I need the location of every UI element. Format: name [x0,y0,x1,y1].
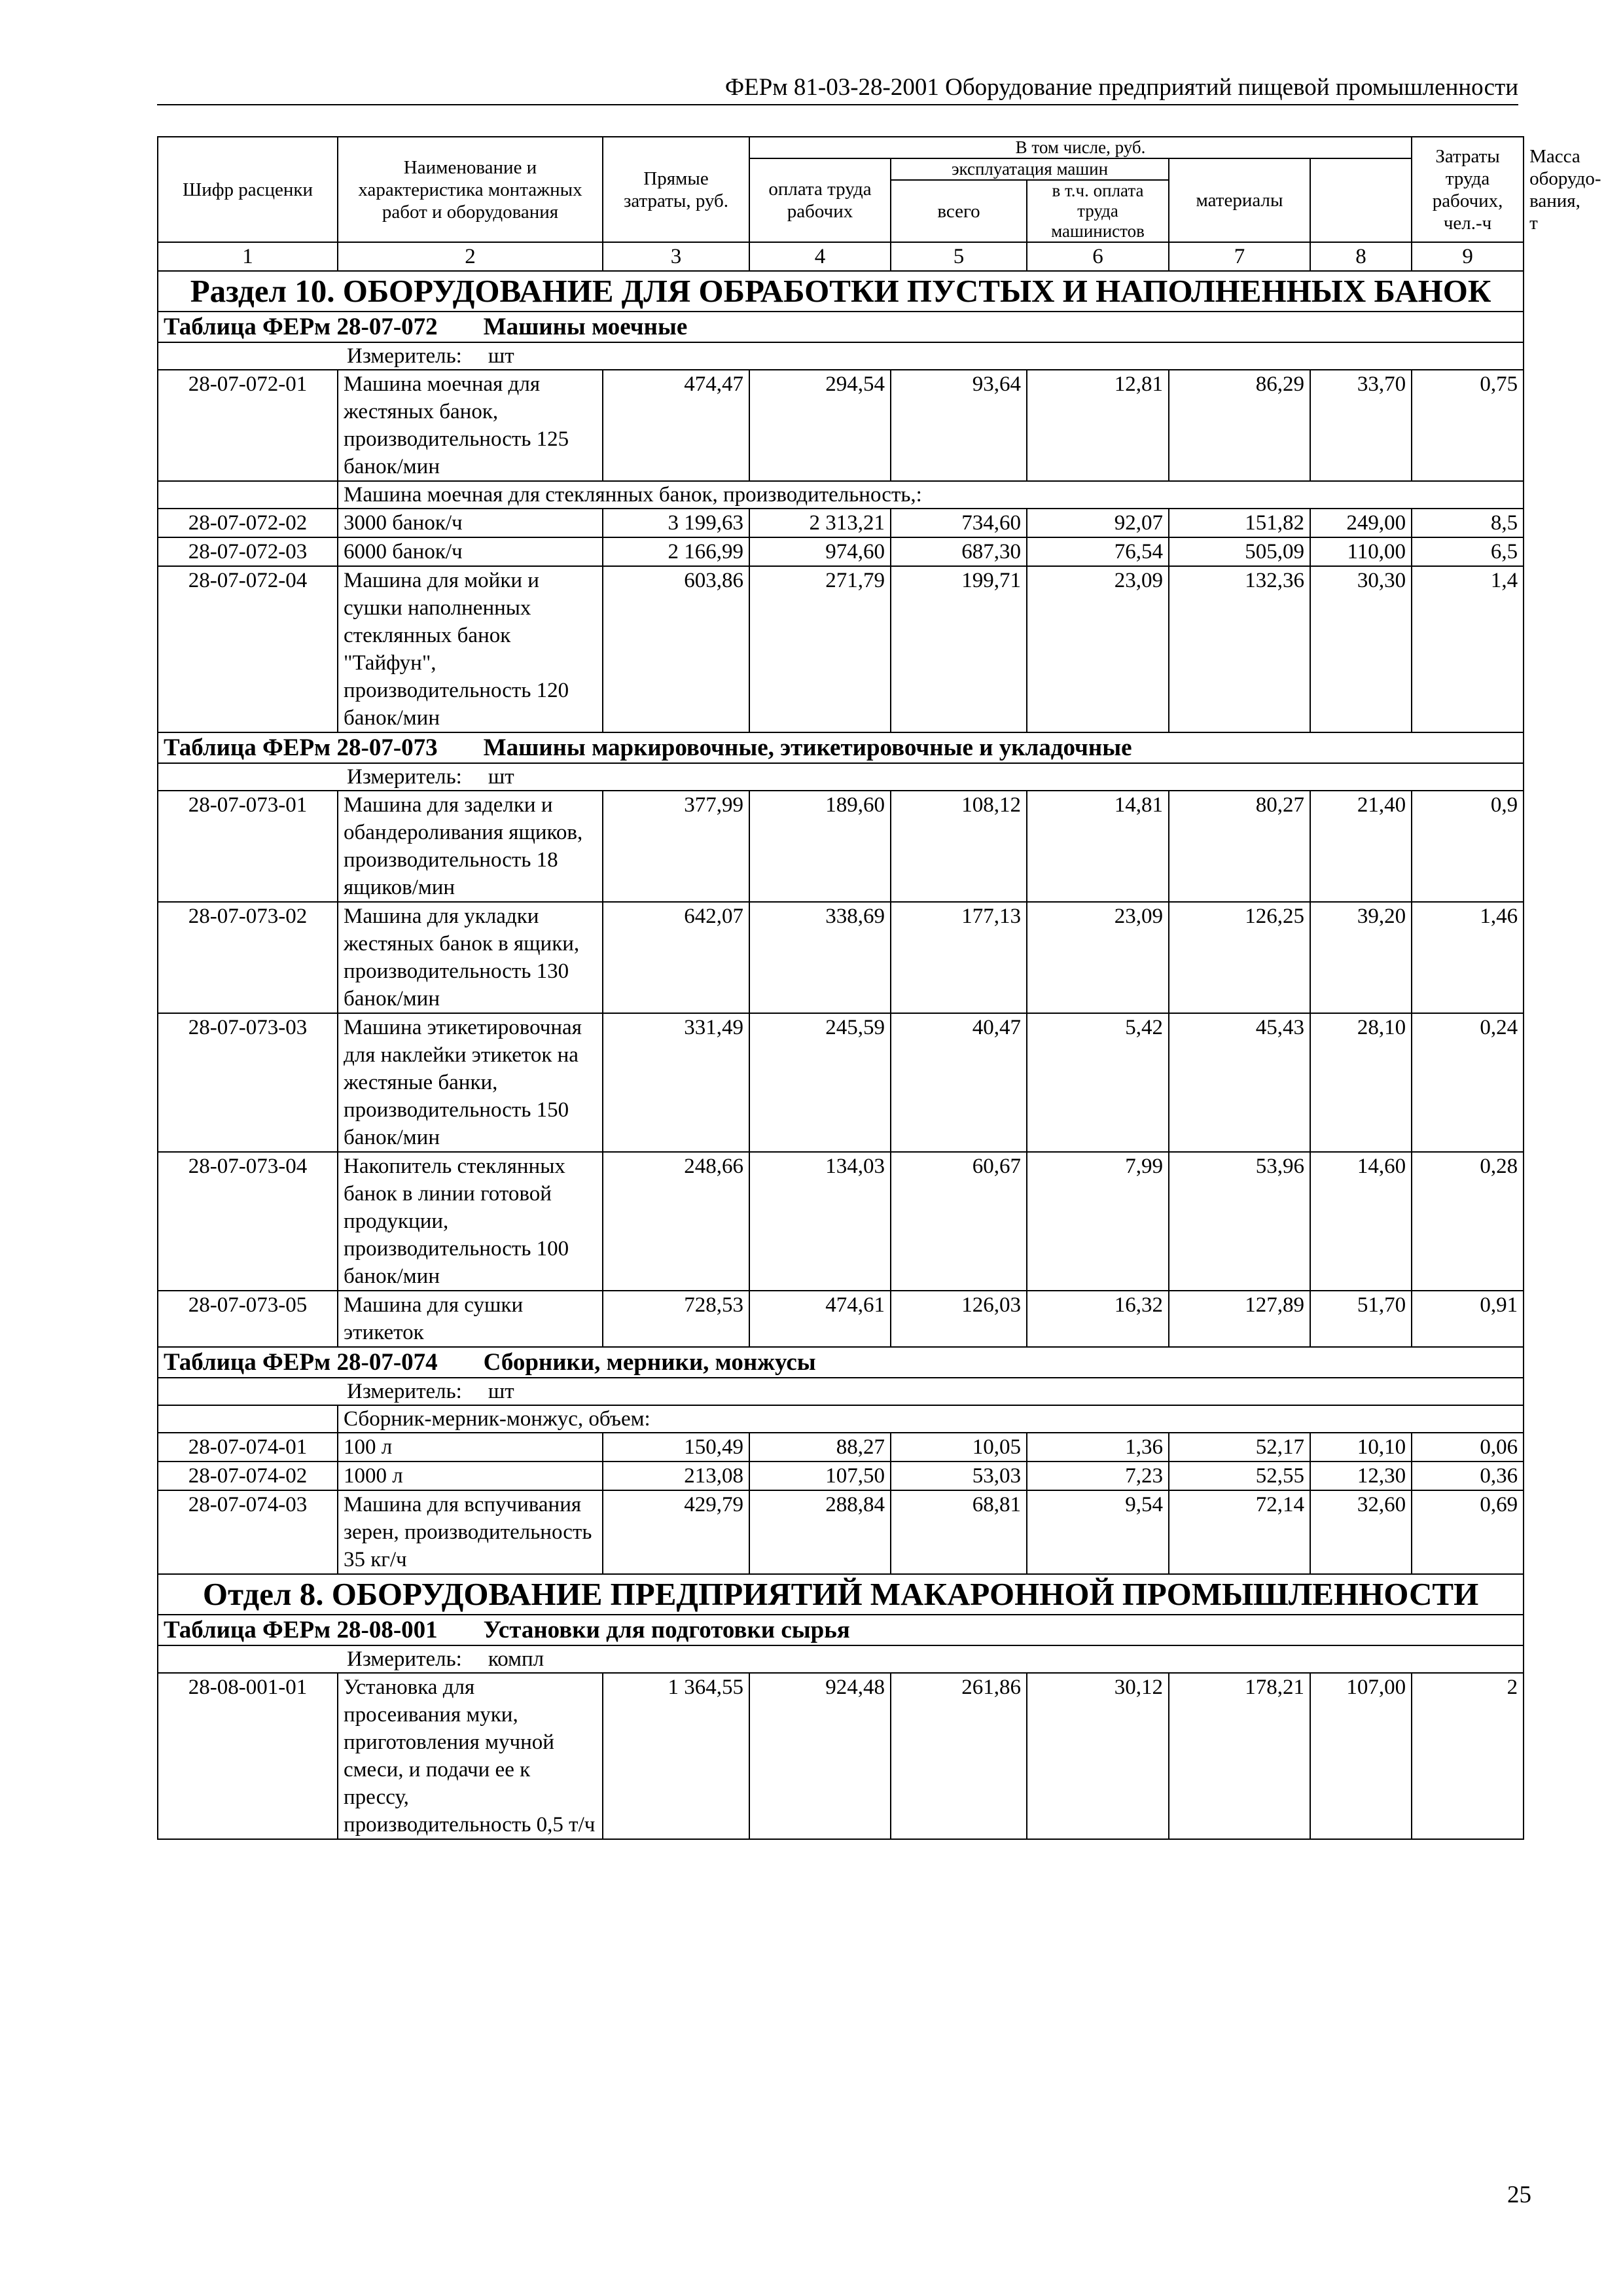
meter-label: Измеритель: [347,1647,462,1671]
section-title: Раздел 10. ОБОРУДОВАНИЕ ДЛЯ ОБРАБОТКИ ПУСТЫХ И НАПОЛНЕННЫХ БАНОК [158,271,1524,312]
meter-row [158,1645,1524,1673]
equipment-mass: 8,5 [1412,509,1524,537]
materials-cost: 53,96 [1169,1152,1310,1291]
rate-name: 6000 банок/ч [338,537,603,566]
table-row [158,537,1524,566]
column-number: 1 [158,242,338,271]
table-row [158,370,1524,481]
machines-total: 687,30 [891,537,1027,566]
equipment-mass: 0,9 [1412,791,1524,902]
direct-cost: 331,49 [603,1013,749,1152]
col-operators-header: в т.ч. оплата труда машинистов [1027,180,1169,242]
rate-code: 28-07-073-02 [158,902,338,1013]
materials-cost: 505,09 [1169,537,1310,566]
rate-code: 28-07-074-01 [158,1433,338,1462]
column-number: 8 [1310,242,1412,271]
meter-label: Измеритель: [347,765,462,789]
rate-name: Машина моечная для жестяных банок, производительность 125 банок/мин [338,370,603,481]
labor-cost: 288,84 [749,1490,891,1574]
rate-name: Машина для укладки жестяных банок в ящики, производительность 130 банок/мин [338,902,603,1013]
rate-name: Машина для вспучивания зерен, производительность 35 кг/ч [338,1490,603,1574]
operators-cost: 7,23 [1027,1462,1169,1490]
table-name: Сборники, мерники, монжусы [483,1349,816,1376]
labor-hours: 39,20 [1310,902,1412,1013]
equipment-mass: 1,46 [1412,902,1524,1013]
materials-cost: 178,21 [1169,1673,1310,1839]
direct-cost: 150,49 [603,1433,749,1462]
table-row [158,791,1524,902]
direct-cost: 603,86 [603,566,749,732]
meter-row [158,763,1524,791]
table-row [158,1152,1524,1291]
page-number: 25 [1507,2181,1531,2208]
operators-cost: 9,54 [1027,1490,1169,1574]
meter-label: Измеритель: [347,1380,462,1403]
header-row-1: Шифр расценки Наименование и характеристика монтажных работ и оборудования Прямые затраты, руб. В том числе, руб. Затраты труда рабочих, чел.-ч Масса оборудо-вания, т [158,137,1524,158]
table-name: Машины моечные [483,314,688,340]
equipment-mass: 0,91 [1412,1291,1524,1347]
meter-row [158,1378,1524,1405]
labor-hours: 14,60 [1310,1152,1412,1291]
operators-cost: 16,32 [1027,1291,1169,1347]
machines-total: 108,12 [891,791,1027,902]
labor-hours: 51,70 [1310,1291,1412,1347]
rate-code: 28-07-073-04 [158,1152,338,1291]
machines-total: 199,71 [891,566,1027,732]
rate-name: Машина для сушки этикеток [338,1291,603,1347]
operators-cost: 7,99 [1027,1152,1169,1291]
meter-unit: шт [488,344,514,368]
equipment-mass: 0,06 [1412,1433,1524,1462]
equipment-mass: 6,5 [1412,537,1524,566]
labor-hours: 33,70 [1310,370,1412,481]
table-row [158,902,1524,1013]
materials-cost: 72,14 [1169,1490,1310,1574]
direct-cost: 642,07 [603,902,749,1013]
labor-cost: 245,59 [749,1013,891,1152]
column-number: 7 [1169,242,1310,271]
meter-unit: шт [488,765,514,789]
meter-unit: компл [488,1647,544,1671]
subhead-text: Сборник-мерник-монжус, объем: [338,1405,1524,1433]
rate-code: 28-07-073-03 [158,1013,338,1152]
machines-total: 40,47 [891,1013,1027,1152]
materials-cost: 132,36 [1169,566,1310,732]
rate-code: 28-07-072-03 [158,537,338,566]
table-row [158,1462,1524,1490]
labor-hours: 107,00 [1310,1673,1412,1839]
rate-code: 28-07-073-05 [158,1291,338,1347]
table-row [158,1291,1524,1347]
subhead-row [158,1405,1524,1433]
rate-code: 28-07-074-03 [158,1490,338,1574]
rate-name: 1000 л [338,1462,603,1490]
labor-cost: 974,60 [749,537,891,566]
col-total-header: всего [891,180,1027,242]
subhead-text: Машина моечная для стеклянных банок, производительность,: [338,481,1524,509]
labor-cost: 474,61 [749,1291,891,1347]
rate-code: 28-07-072-02 [158,509,338,537]
labor-cost: 107,50 [749,1462,891,1490]
materials-cost: 151,82 [1169,509,1310,537]
direct-cost: 377,99 [603,791,749,902]
direct-cost: 474,47 [603,370,749,481]
labor-hours: 110,00 [1310,537,1412,566]
table-name: Установки для подготовки сырья [483,1617,850,1643]
equipment-mass: 0,24 [1412,1013,1524,1152]
equipment-mass: 0,36 [1412,1462,1524,1490]
labor-cost: 134,03 [749,1152,891,1291]
operators-cost: 23,09 [1027,566,1169,732]
labor-cost: 88,27 [749,1433,891,1462]
labor-cost: 271,79 [749,566,891,732]
rate-name: Установка для просеивания муки, приготовления мучной смеси, и подачи ее к прессу, производительность 0,5 т/ч [338,1673,603,1839]
table-row [158,1433,1524,1462]
equipment-mass: 1,4 [1412,566,1524,732]
col-labor-header: оплата труда рабочих [749,158,891,242]
machines-total: 261,86 [891,1673,1027,1839]
machines-total: 68,81 [891,1490,1027,1574]
table-row [158,1013,1524,1152]
section-row [158,271,1524,312]
equipment-mass: 0,28 [1412,1152,1524,1291]
machines-total: 734,60 [891,509,1027,537]
table-row [158,566,1524,732]
rate-name: 3000 банок/ч [338,509,603,537]
rate-name: Машина для заделки и обандероливания ящиков, производительность 18 ящиков/мин [338,791,603,902]
machines-total: 53,03 [891,1462,1027,1490]
section-title: Отдел 8. ОБОРУДОВАНИЕ ПРЕДПРИЯТИЙ МАКАРОННОЙ ПРОМЫШЛЕННОСТИ [158,1574,1524,1615]
labor-cost: 338,69 [749,902,891,1013]
column-number: 3 [603,242,749,271]
column-numbers-row [158,242,1524,271]
rate-name: Машина для мойки и сушки наполненных стеклянных банок "Тайфун", производительность 120 банок/мин [338,566,603,732]
direct-cost: 3 199,63 [603,509,749,537]
column-number: 2 [338,242,603,271]
table-code: Таблица ФЕРм 28-07-072 [164,314,438,340]
col-incl-header: В том числе, руб. [749,137,1412,158]
machines-total: 126,03 [891,1291,1027,1347]
table-name: Машины маркировочные, этикетировочные и укладочные [483,734,1132,761]
labor-cost: 2 313,21 [749,509,891,537]
materials-cost: 52,55 [1169,1462,1310,1490]
rate-code: 28-08-001-01 [158,1673,338,1839]
equipment-mass: 2 [1412,1673,1524,1839]
operators-cost: 76,54 [1027,537,1169,566]
col-hours-header: Затраты труда рабочих, чел.-ч [1412,137,1524,242]
labor-hours: 21,40 [1310,791,1412,902]
equipment-mass: 0,69 [1412,1490,1524,1574]
operators-cost: 14,81 [1027,791,1169,902]
operators-cost: 23,09 [1027,902,1169,1013]
rates-table [157,136,1601,1840]
section-row [158,1574,1524,1615]
machines-total: 177,13 [891,902,1027,1013]
col-materials-header: материалы [1169,158,1310,242]
table-title-row [158,732,1524,763]
machines-total: 93,64 [891,370,1027,481]
operators-cost: 92,07 [1027,509,1169,537]
direct-cost: 728,53 [603,1291,749,1347]
table-code: Таблица ФЕРм 28-08-001 [164,1617,438,1643]
col-machines-header: эксплуатация машин [891,158,1169,180]
rate-code: 28-07-073-01 [158,791,338,902]
materials-cost: 80,27 [1169,791,1310,902]
table-row [158,1490,1524,1574]
table-title-row [158,312,1524,342]
column-number: 6 [1027,242,1169,271]
rate-name: 100 л [338,1433,603,1462]
subhead-row [158,481,1524,509]
equipment-mass: 0,75 [1412,370,1524,481]
labor-cost: 189,60 [749,791,891,902]
table-code: Таблица ФЕРм 28-07-074 [164,1349,438,1376]
machines-total: 10,05 [891,1433,1027,1462]
running-header: ФЕРм 81-03-28-2001 Оборудование предприятий пищевой промышленности [157,73,1518,105]
direct-cost: 429,79 [603,1490,749,1574]
meter-label: Измеритель: [347,344,462,368]
table-title-row [158,1615,1524,1645]
labor-cost: 924,48 [749,1673,891,1839]
rate-name: Накопитель стеклянных банок в линии готовой продукции, производительность 100 банок/мин [338,1152,603,1291]
meter-row [158,342,1524,370]
materials-cost: 52,17 [1169,1433,1310,1462]
column-number: 9 [1412,242,1524,271]
materials-cost: 45,43 [1169,1013,1310,1152]
operators-cost: 12,81 [1027,370,1169,481]
labor-hours: 249,00 [1310,509,1412,537]
labor-hours: 30,30 [1310,566,1412,732]
labor-hours: 10,10 [1310,1433,1412,1462]
column-number: 5 [891,242,1027,271]
machines-total: 60,67 [891,1152,1027,1291]
operators-cost: 30,12 [1027,1673,1169,1839]
materials-cost: 126,25 [1169,902,1310,1013]
direct-cost: 2 166,99 [603,537,749,566]
col-code-header: Шифр расценки [158,137,338,242]
materials-cost: 127,89 [1169,1291,1310,1347]
labor-hours: 28,10 [1310,1013,1412,1152]
rate-code: 28-07-072-01 [158,370,338,481]
direct-cost: 1 364,55 [603,1673,749,1839]
rate-code: 28-07-072-04 [158,566,338,732]
table-title-row [158,1347,1524,1378]
labor-hours: 12,30 [1310,1462,1412,1490]
labor-hours: 32,60 [1310,1490,1412,1574]
operators-cost: 5,42 [1027,1013,1169,1152]
table-row [158,1673,1524,1839]
col-direct-header: Прямые затраты, руб. [603,137,749,242]
direct-cost: 248,66 [603,1152,749,1291]
meter-unit: шт [488,1380,514,1403]
labor-cost: 294,54 [749,370,891,481]
table-code: Таблица ФЕРм 28-07-073 [164,734,438,761]
rate-name: Машина этикетировочная для наклейки этикеток на жестяные банки, производительность 150 банок/мин [338,1013,603,1152]
direct-cost: 213,08 [603,1462,749,1490]
table-row [158,509,1524,537]
rate-code: 28-07-074-02 [158,1462,338,1490]
column-number: 4 [749,242,891,271]
col-name-header: Наименование и характеристика монтажных работ и оборудования [338,137,603,242]
operators-cost: 1,36 [1027,1433,1169,1462]
materials-cost: 86,29 [1169,370,1310,481]
